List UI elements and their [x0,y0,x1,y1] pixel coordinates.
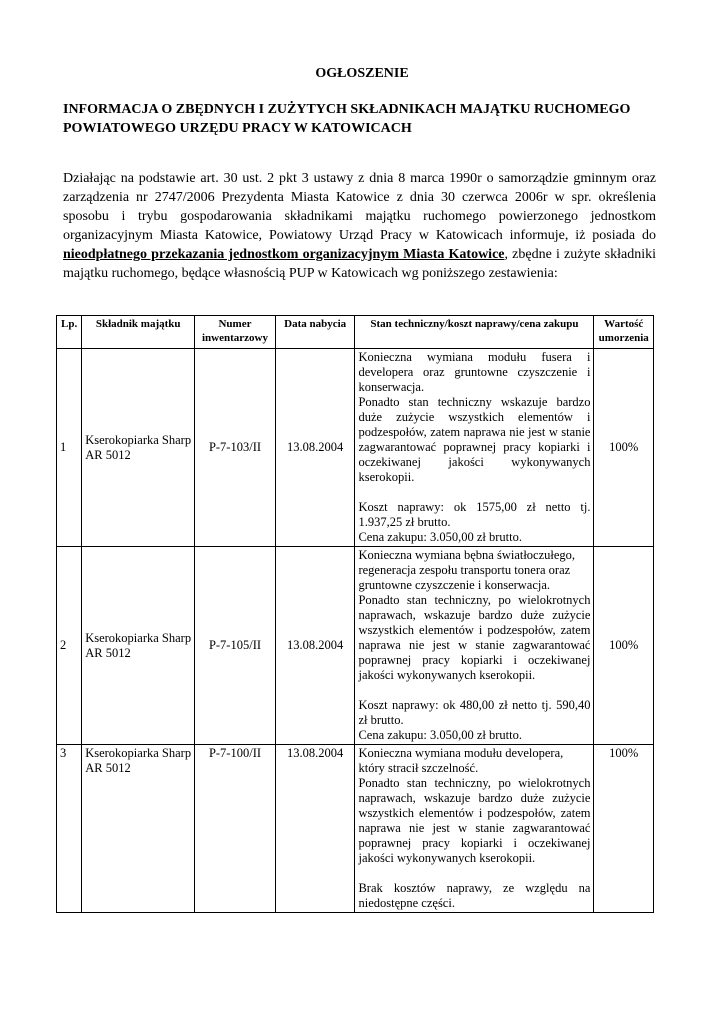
cell-depreciation: 100% [594,547,654,745]
cell-state [355,547,594,745]
state-paragraph: Ponadto stan techniczny, po wielokrotnych naprawach, wskazuje bardzo duże zużycie wszystkich elementów i podzespołów, zatem naprawa nie jest w stanie zagwarantować poprawnej pracy kopiarki i oczekiwanej jakości wykonywanych kserokopii. [358,593,591,682]
intro-paragraph [63,169,656,283]
intro-text-underlined: nieodpłatnego przekazania jednostkom organizacyjnym Miasta Katowice [63,247,505,262]
table-header-row [57,316,654,349]
cell-name: Kserokopiarka Sharp AR 5012 [82,349,195,547]
header-depreciation: Wartość umorzenia [594,316,654,349]
cell-inventory: P-7-105/II [195,547,276,745]
assets-table [56,315,654,913]
state-paragraph: Ponadto stan techniczny, po wielokrotnych naprawach, wskazuje bardzo duże zużycie wszystkich elementów i podzespołów, zatem naprawa nie jest w stanie zagwarantować poprawnej pracy kopiarki i oczekiwanej jakości wykonywanych kserokopii. [358,776,591,865]
header-date: Data nabycia [275,316,355,349]
cell-inventory: P-7-103/II [195,349,276,547]
state-price: Cena zakupu: 3.050,00 zł brutto. [358,728,522,742]
cell-state [355,349,594,547]
state-paragraph: Konieczna wymiana modułu fusera i developera oraz gruntowne czyszczenie i konserwacja. [358,350,591,394]
state-cost: Koszt naprawy: ok 480,00 zł netto tj. 590,40 zł brutto. [358,698,591,727]
header-lp: Lp. [57,316,82,349]
table-row [57,745,654,913]
cell-date: 13.08.2004 [275,349,355,547]
header-inventory: Numer inwentarzowy [195,316,276,349]
state-paragraph: Konieczna wymiana modułu developera, który stracił szczelność. [358,746,564,775]
cell-name: Kserokopiarka Sharp AR 5012 [82,547,195,745]
cell-date: 13.08.2004 [275,547,355,745]
header-state: Stan techniczny/koszt naprawy/cena zakupu [355,316,594,349]
cell-name: Kserokopiarka Sharp AR 5012 [82,745,195,913]
intro-text-after: , zbędne i zużyte składniki majątku ruchomego, będące własnością PUP w Katowicach wg poniższego zestawienia: [63,247,656,281]
state-paragraph: Konieczna wymiana bębna światłoczułego, regeneracja zespołu transportu tonera oraz gruntowne czyszczenie i konserwacja. [358,548,576,592]
cell-inventory: P-7-100/II [195,745,276,913]
intro-text-before: Działając na podstawie art. 30 ust. 2 pkt 3 ustawy z dnia 8 marca 1990r o samorządzie gminnym oraz zarządzenia nr 2747/2006 Prezydenta Miasta Katowice z dnia 30 czerwca 2006r w spr. określenia sposobu i trybu gospodarowania składnikami majątku ruchomego powierzonego jednostkom organizacyjnym Miasta Katowice, Powiatowy Urząd Pracy w Katowicach informuje, iż posiada do [63,171,656,243]
document-subtitle: INFORMACJA O ZBĘDNYCH I ZUŻYTYCH SKŁADNIKACH MAJĄTKU RUCHOMEGO POWIATOWEGO URZĘDU PRACY W KATOWICACH [63,102,631,136]
state-price: Cena zakupu: 3.050,00 zł brutto. [358,530,522,544]
cell-lp: 1 [57,349,82,547]
state-cost: Brak kosztów naprawy, ze względu na niedostępne części. [358,881,591,910]
state-cost: Koszt naprawy: ok 1575,00 zł netto tj. 1.937,25 zł brutto. [358,500,591,529]
cell-state [355,745,594,913]
cell-lp: 3 [57,745,82,913]
table-row [57,349,654,547]
cell-depreciation: 100% [594,745,654,913]
cell-depreciation: 100% [594,349,654,547]
cell-lp: 2 [57,547,82,745]
cell-date: 13.08.2004 [275,745,355,913]
table-row [57,547,654,745]
header-name: Składnik majątku [82,316,195,349]
state-paragraph: Ponadto stan techniczny wskazuje bardzo duże zużycie wszystkich elementów i podzespołów, zatem naprawa nie jest w stanie zagwarantować poprawnej pracy kopiarki i oczekiwanej jakości wykonywanych kserokopii. [358,395,591,484]
page-title: OGŁOSZENIE [315,66,409,81]
